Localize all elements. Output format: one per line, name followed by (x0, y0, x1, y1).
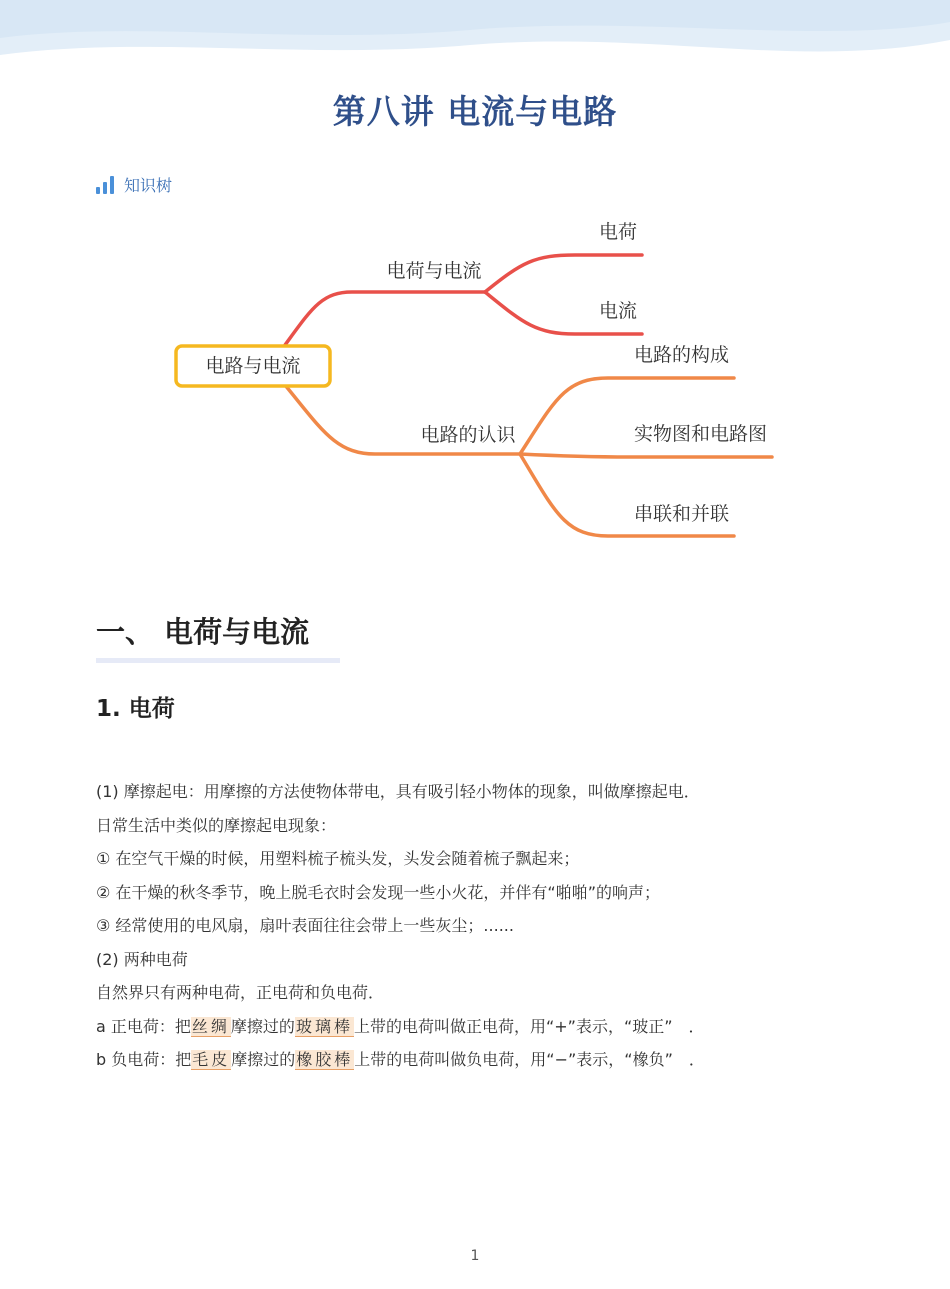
section-heading: 一、 电荷与电流 (96, 615, 310, 649)
mind-branch2-label: 电路的认识 (420, 424, 516, 446)
text-span: a 正电荷：把 (96, 1016, 191, 1036)
knowledge-tree-heading (96, 172, 172, 196)
mind-edge-root-branch1 (285, 292, 485, 345)
body-text (96, 775, 876, 1077)
positive-charge-line (96, 1010, 876, 1044)
mind-edge-branch2-child2 (520, 454, 772, 457)
highlight-blank: 玻璃棒 (295, 1016, 353, 1036)
text-span: b 负电荷：把 (96, 1050, 192, 1069)
paragraph-line: ① 在空气干燥的时候，用塑料梳子梳头发，头发会随着梳子飘起来； (96, 849, 580, 868)
page-title: 第八讲 电流与电路 (332, 92, 618, 131)
subsection-heading: 1. 电荷 (96, 696, 175, 722)
paragraph-line: 日常生活中类似的摩擦起电现象： (96, 815, 337, 835)
mind-branch1-child2-label: 电流 (598, 300, 638, 322)
paragraph-line: (1) 摩擦起电：用摩擦的方法使物体带电，具有吸引轻小物体的现象，叫做摩擦起电． (96, 782, 700, 801)
mind-branch1-label: 电荷与电流 (386, 260, 482, 282)
paragraph-line: (2) 两种电荷 (96, 949, 188, 969)
bar-chart-icon (96, 174, 114, 194)
paragraph-line: 自然界只有两种电荷，正电荷和负电荷． (96, 983, 385, 1002)
mind-branch2-child2-label: 实物图和电路图 (634, 423, 768, 445)
mind-branch2-child1-label: 电路的构成 (634, 344, 730, 366)
header-wave-decoration (0, 0, 950, 80)
section-underline (96, 658, 340, 663)
page-number: 1 (470, 1248, 480, 1264)
mind-map (0, 200, 950, 560)
highlight-blank: 毛皮 (192, 1050, 231, 1069)
mind-branch1-child1-label: 电荷 (598, 221, 638, 243)
mind-edge-branch1-child1 (485, 255, 642, 292)
mind-root-label: 电路与电流 (205, 355, 301, 377)
text-span: 上带的电荷叫做负电荷，用“−”表示，“橡负” ． (354, 1050, 705, 1069)
negative-charge-line (96, 1043, 876, 1077)
paragraph-line: ② 在干燥的秋冬季节，晚上脱毛衣时会发现一些小火花，并伴有“啪啪”的响声； (96, 882, 661, 902)
mind-branch2-child3-label: 串联和并联 (634, 503, 730, 525)
paragraph-line: ③ 经常使用的电风扇，扇叶表面往往会带上一些灰尘；...... (96, 916, 514, 935)
text-span: 摩擦过的 (231, 1050, 296, 1069)
highlight-blank: 橡胶棒 (296, 1050, 354, 1069)
text-span: 摩擦过的 (230, 1016, 295, 1036)
text-span: 上带的电荷叫做正电荷，用“+”表示，“玻正” ． (353, 1016, 705, 1036)
knowledge-tree-label: 知识树 (124, 175, 173, 195)
highlight-blank: 丝绸 (191, 1016, 230, 1036)
